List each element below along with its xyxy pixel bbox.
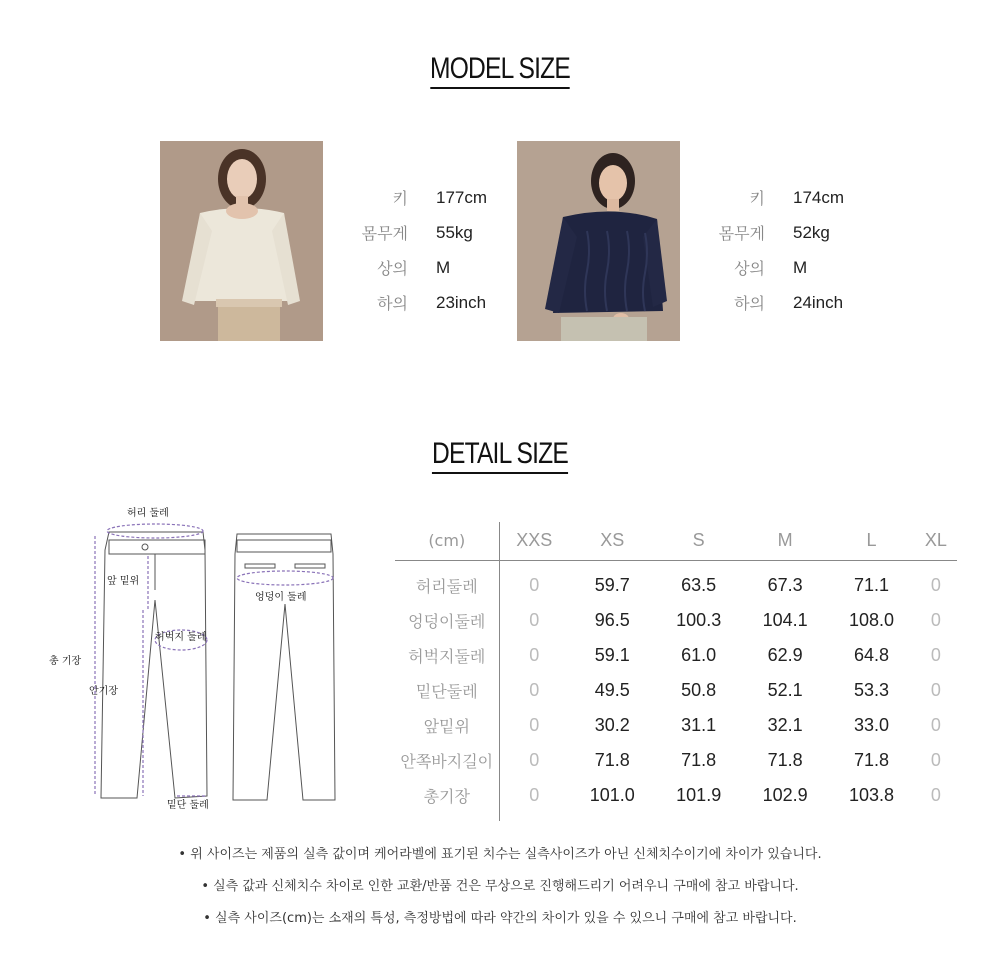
notes-list [0,844,1000,940]
unit-header: (cm) [395,522,499,560]
table-cell: 0 [930,610,941,630]
size-header-xl: XL [915,522,957,560]
size-header-row [395,522,957,560]
table-cell: 63.5 [681,575,717,596]
row-label: 허리둘레 [395,560,499,603]
spec-row-weight [697,215,887,250]
size-header-l: L [828,522,914,560]
table-cell: 0 [930,785,941,805]
spec-label: 상의 [377,259,408,278]
table-cell: 0 [930,680,941,700]
table-cell: 0 [529,785,540,805]
table-cell: 100.3 [676,610,722,630]
table-cell: 71.8 [594,750,630,770]
label-waist: 허리 둘레 [127,508,169,519]
table-cell: 0 [930,575,941,596]
note-item: • 실측 값과 신체치수 차이로 인한 교환/반품 건은 무상으로 진행해드리기 어려우니 구매에 참고 바랍니다. [0,876,1000,908]
table-cell: 0 [529,680,540,700]
table-row [395,743,957,778]
spec-row-bottom [697,285,887,320]
table-cell: 104.1 [762,610,808,630]
model-1-illustration [160,141,323,341]
spec-row-top [697,250,887,285]
row-label: 밑단둘레 [395,673,499,708]
model-2-illustration [517,141,680,341]
table-cell: 0 [529,610,540,630]
table-row [395,603,957,638]
spec-value: 52kg [793,222,830,242]
table-cell: 59.7 [594,575,630,596]
table-cell: 96.5 [594,610,630,630]
table-cell: 71.8 [681,750,717,770]
spec-value: 23inch [436,292,487,312]
row-label: 안쪽바지길이 [395,743,499,778]
table-cell: 0 [930,645,941,665]
label-hip: 엉덩이 둘레 [255,592,307,603]
label-thigh: 허벅지 둘레 [155,632,207,643]
pants-diagram-svg [45,500,345,820]
table-cell: 52.1 [767,680,803,700]
size-header-xxs: XXS [499,522,569,560]
pants-measurement-diagram [45,500,345,820]
spec-row-height [340,180,530,215]
note-item: • 위 사이즈는 제품의 실측 값이며 케어라벨에 표기된 치수는 실측사이즈가 아닌 신체치수이기에 차이가 있습니다. [0,844,1000,876]
detail-size-title-text: DETAIL SIZE [432,437,568,474]
table-cell: 101.0 [589,785,635,805]
table-cell: 0 [529,575,540,596]
table-cell: 102.9 [762,785,808,805]
table-row [395,560,957,603]
size-table [395,522,957,821]
table-cell: 32.1 [767,715,803,735]
note-item: • 실측 사이즈(cm)는 소재의 특성, 측정방법에 따라 약간의 차이가 있을 수 있으니 구매에 참고 바랍니다. [0,908,1000,940]
spec-row-bottom [340,285,530,320]
table-cell: 33.0 [853,715,890,735]
spec-value: 174cm [793,187,845,207]
table-cell: 30.2 [594,715,630,735]
table-cell: 0 [529,715,540,735]
detail-size-title [90,437,910,474]
model-photo-2 [517,141,680,341]
spec-value: M [436,257,451,277]
table-cell: 61.0 [681,645,717,665]
spec-label: 상의 [734,259,765,278]
table-cell: 0 [930,750,941,770]
size-header-xs: XS [569,522,655,560]
table-cell: 64.8 [853,645,890,665]
table-cell: 108.0 [848,610,895,630]
spec-value: 24inch [793,292,844,312]
label-hem: 밑단 둘레 [167,800,209,811]
table-cell: 0 [529,645,540,665]
model-size-title [90,52,910,89]
spec-value: 177cm [436,187,488,207]
table-row [395,708,957,743]
row-label: 엉덩이둘레 [395,603,499,638]
table-cell: 67.3 [767,575,803,596]
table-row [395,778,957,821]
spec-label: 키 [749,189,765,208]
spec-label: 몸무게 [718,224,765,243]
spec-row-height [697,180,887,215]
table-cell: 71.1 [853,575,890,596]
table-cell: 103.8 [848,785,895,805]
spec-row-weight [340,215,530,250]
table-cell: 0 [930,715,941,735]
table-cell: 71.8 [767,750,803,770]
spec-label: 키 [392,189,408,208]
table-cell: 101.9 [676,785,722,805]
spec-value: M [793,257,808,277]
size-header-s: S [655,522,741,560]
table-cell: 0 [529,750,540,770]
row-label: 앞밑위 [395,708,499,743]
model-photo-1 [160,141,323,341]
table-cell: 71.8 [853,750,890,770]
table-cell: 62.9 [767,645,803,665]
table-row [395,638,957,673]
model-2-specs [697,180,887,320]
row-label: 총기장 [395,778,499,821]
spec-label: 하의 [377,294,408,313]
model-size-title-text: MODEL SIZE [430,52,570,89]
label-front-rise: 앞 밑위 [107,576,140,587]
table-cell: 53.3 [853,680,890,700]
label-total-length: 총 기장 [49,656,82,667]
model-1-specs [340,180,530,320]
spec-value: 55kg [436,222,473,242]
row-label: 허벅지둘레 [395,638,499,673]
table-cell: 31.1 [681,715,717,735]
table-cell: 59.1 [594,645,630,665]
spec-label: 하의 [734,294,765,313]
label-inseam: 안기장 [89,686,118,697]
table-cell: 50.8 [681,680,717,700]
spec-row-top [340,250,530,285]
table-cell: 49.5 [594,680,630,700]
size-header-m: M [742,522,828,560]
spec-label: 몸무게 [361,224,408,243]
table-row [395,673,957,708]
